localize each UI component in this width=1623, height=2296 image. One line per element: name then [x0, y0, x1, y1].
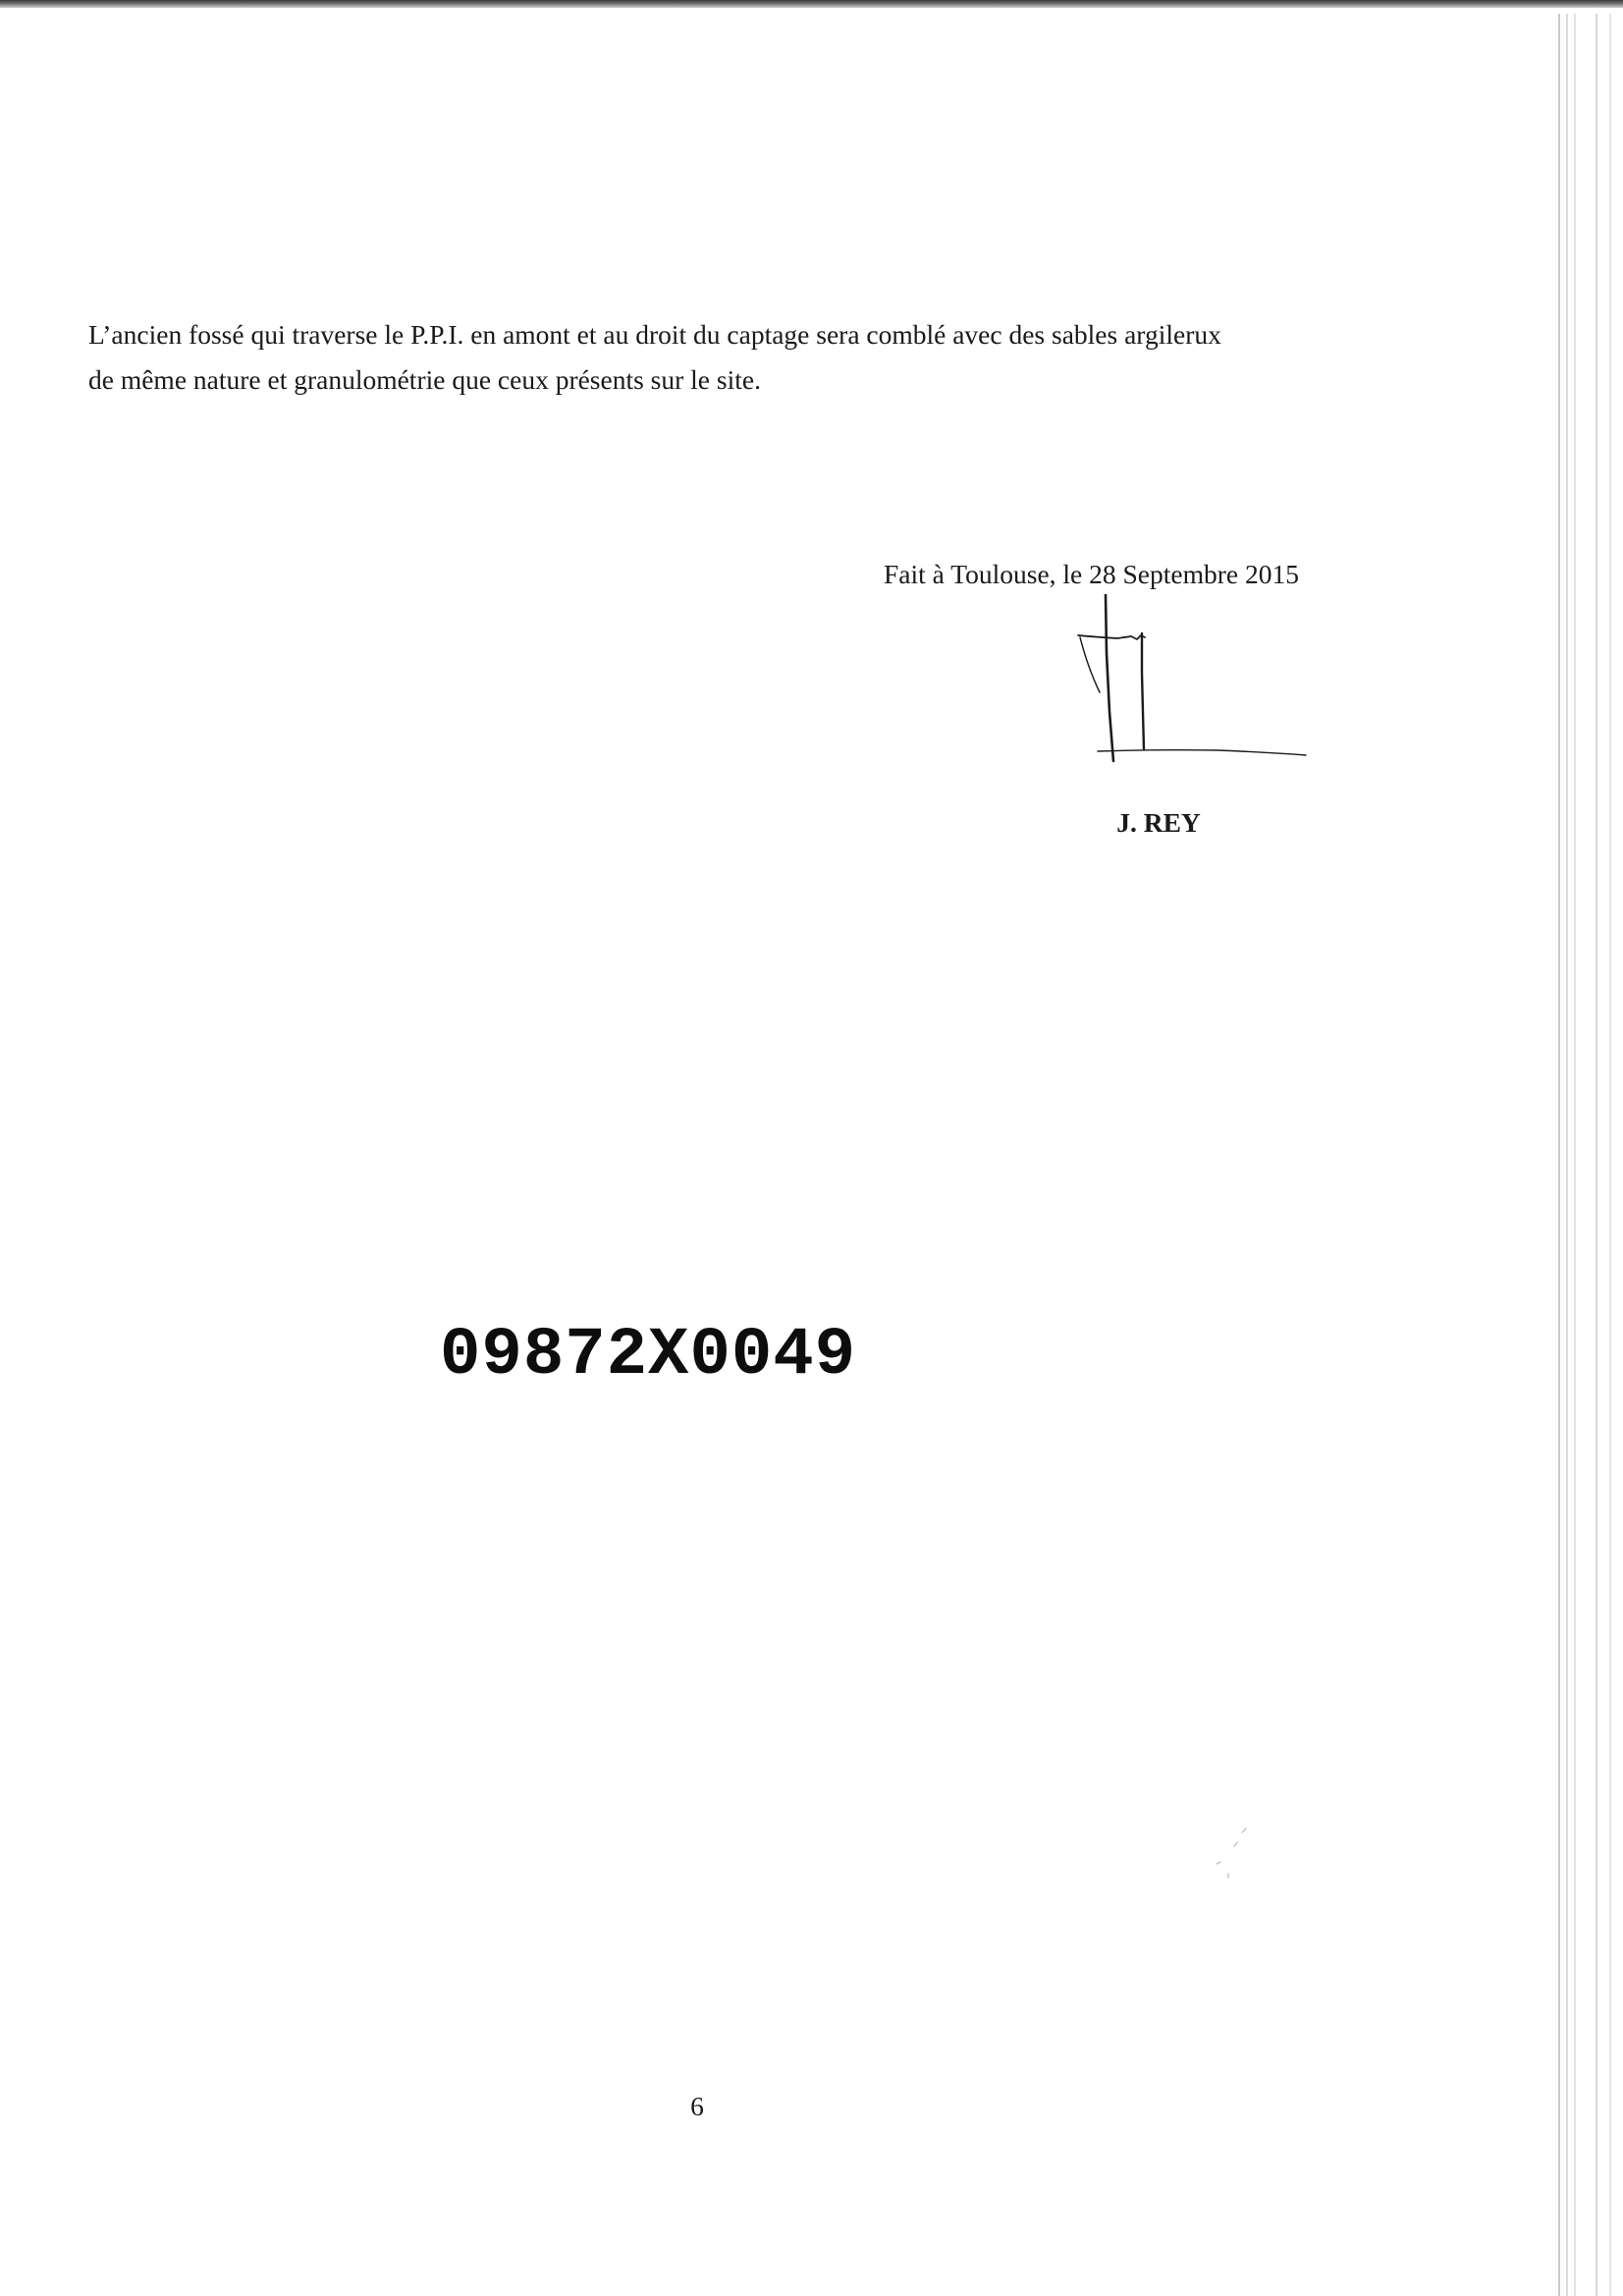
place-and-date: Fait à Toulouse, le 28 Septembre 2015 — [884, 559, 1299, 589]
paragraph-line: L’ancien fossé qui traverse le P.P.I. en amont et au droit du captage sera comblé avec des sables argilerux — [88, 319, 1221, 350]
page-number: 6 — [690, 2091, 704, 2121]
scan-speck — [1213, 1827, 1262, 1886]
body-paragraph — [88, 312, 1345, 403]
scan-right-page-edges — [1544, 14, 1623, 2296]
reference-code-stamp: 09872X0049 — [440, 1317, 857, 1394]
scan-top-edge — [0, 0, 1623, 8]
paragraph-line: de même nature et granulométrie que ceux présents sur le site. — [88, 364, 761, 395]
handwritten-signature — [1070, 594, 1316, 771]
signer-name: J. REY — [1116, 807, 1201, 838]
